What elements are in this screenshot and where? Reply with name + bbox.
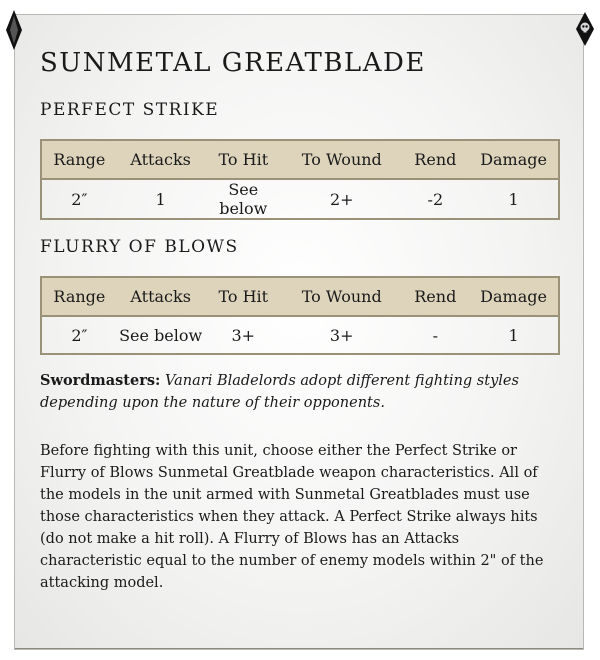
damage-value: 1 <box>469 179 559 219</box>
table-header-row <box>41 277 559 316</box>
ability-rules-text: Before fighting with this unit, choose either the Perfect Strike or Flurry of Blows Sunmetal Greatblade weapon characteristics. All of the models in the unit armed with Sunmetal Greatblades must use those characteristics when they attack. A Perfect Strike always hits (do not make a hit roll). A Flurry of Blows has an Attacks characteristic equal to the number of enemy models within 2" of the attacking model. <box>40 443 544 591</box>
to-wound-value: 2+ <box>282 179 401 219</box>
column-header-attacks: Attacks <box>117 277 205 316</box>
column-header-to-hit: To Hit <box>204 140 282 179</box>
column-header-damage: Damage <box>469 140 559 179</box>
ability-intro <box>40 370 565 414</box>
to-wound-value: 3+ <box>282 316 401 354</box>
profile-title: PERFECT STRIKE <box>40 100 220 120</box>
attacks-value: See below <box>117 316 205 354</box>
column-header-damage: Damage <box>469 277 559 316</box>
range-value: 2″ <box>41 316 117 354</box>
column-header-to-wound: To Wound <box>282 277 401 316</box>
frame-bottom-line <box>15 648 583 649</box>
range-value: 2″ <box>41 179 117 219</box>
weapon-profile-table <box>40 276 560 355</box>
attacks-value: 1 <box>117 179 205 219</box>
column-header-to-wound: To Wound <box>282 140 401 179</box>
rend-value: - <box>401 316 469 354</box>
weapon-title: SUNMETAL GREATBLADE <box>40 48 426 78</box>
to-hit-value: 3+ <box>205 316 283 354</box>
table-row <box>41 316 559 354</box>
table-row <box>41 179 559 219</box>
column-header-rend: Rend <box>401 140 469 179</box>
to-hit-value: See below <box>204 179 282 219</box>
rend-value: -2 <box>401 179 469 219</box>
damage-value: 1 <box>469 316 559 354</box>
column-header-attacks: Attacks <box>117 140 205 179</box>
ability-flavour-text: Vanari Bladelords adopt different fighting styles depending upon the nature of their opponents. <box>40 373 519 411</box>
profile-title: FLURRY OF BLOWS <box>40 237 239 257</box>
diamond-ornament-icon <box>6 10 22 50</box>
skull-ornament-icon <box>576 12 594 46</box>
ability-name: Swordmasters: <box>40 372 161 389</box>
column-header-range: Range <box>41 140 117 179</box>
column-header-rend: Rend <box>401 277 469 316</box>
column-header-to-hit: To Hit <box>205 277 283 316</box>
column-header-range: Range <box>41 277 117 316</box>
table-header-row <box>41 140 559 179</box>
weapon-profile-table <box>40 139 560 220</box>
